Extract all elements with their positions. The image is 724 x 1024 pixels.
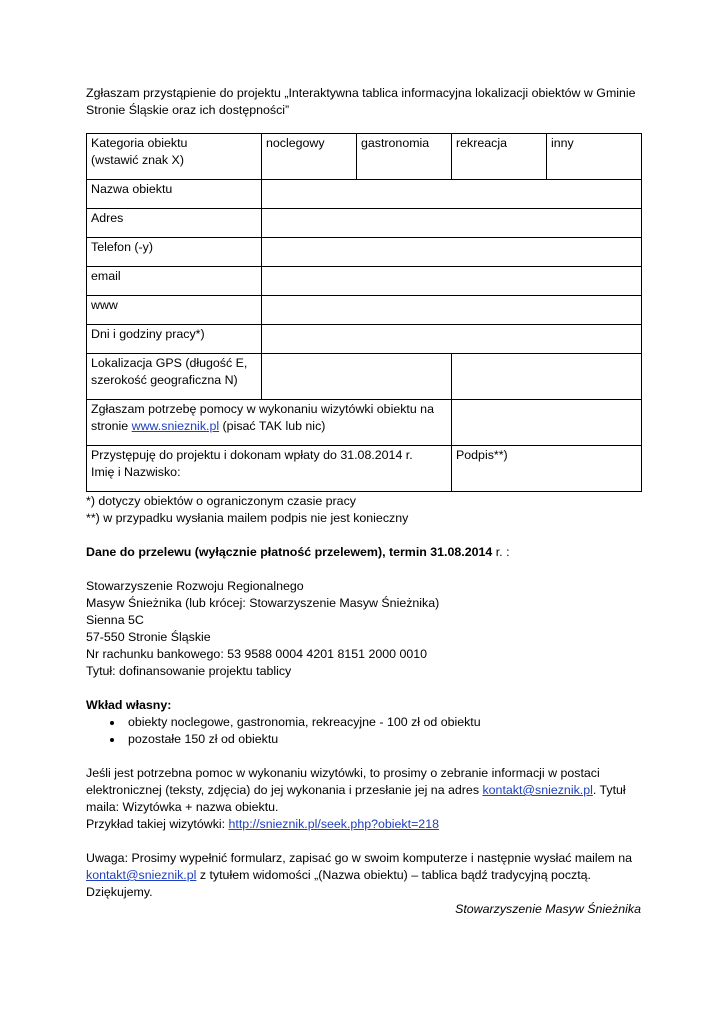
contact-email-link[interactable]: kontakt@snieznik.pl [86, 868, 197, 882]
form-row-email [87, 267, 642, 296]
help-suffix: (pisać TAK lub nic) [219, 419, 326, 433]
join-cell [87, 446, 452, 492]
object-name-field[interactable] [262, 180, 642, 209]
transfer-title: Tytuł: dofinansowanie projektu tablicy [86, 664, 292, 678]
category-option-recreation[interactable]: rekreacja [452, 134, 547, 180]
footnotes [86, 493, 641, 527]
recipient-street: Sienna 5C [86, 613, 144, 627]
contribution-heading: Wkład własny: [86, 698, 172, 712]
signature-cell[interactable]: Podpis**) [452, 446, 642, 492]
transfer-heading-bold: Dane do przelewu (wyłącznie płatność przelewem), termin 31.08.2014 [86, 545, 493, 559]
example-line [86, 816, 641, 833]
help-text-prefix: elektronicznej (teksty, zdjęcia) do jej wykonania i przesłanie jej na adres [86, 783, 483, 797]
gps-label-cont: szerokość geograficzna N) [91, 373, 238, 387]
email-field[interactable] [262, 267, 642, 296]
snieznik-website-link[interactable]: www.snieznik.pl [131, 419, 220, 433]
form-row-name [87, 180, 642, 209]
transfer-details [86, 578, 641, 680]
help-prefix: stronie [91, 419, 132, 433]
form-row-gps [87, 354, 642, 400]
phone-field[interactable] [262, 238, 642, 267]
row-label: Dni i godziny pracy*) [87, 325, 262, 354]
help-label: Zgłaszam potrzebę pomocy w wykonaniu wizytówki obiektu na [91, 402, 434, 416]
gps-longitude-field[interactable] [262, 354, 452, 400]
notice-paragraph [86, 850, 641, 918]
intro-paragraph: Zgłaszam przystąpienie do projektu „Interaktywna tablica informacyjna lokalizacji obiektów w Gminie Stronie Śląskie oraz ich dostępności” [86, 86, 636, 117]
recipient-city: 57-550 Stronie Śląskie [86, 630, 211, 644]
help-label-cont [91, 418, 448, 435]
notice-suffix: z tytułem widomości „(Nazwa obiektu) – tablica bądź tradycyjną pocztą. [196, 868, 591, 882]
row-label: www [87, 296, 262, 325]
recipient-name-cont: Masyw Śnieżnika (lub krócej: Stowarzyszenie Masyw Śnieżnika) [86, 596, 440, 610]
row-label: Telefon (-y) [87, 238, 262, 267]
help-label-cell [87, 400, 452, 446]
full-name-label: Imię i Nazwisko: [91, 465, 181, 479]
form-row-hours [87, 325, 642, 354]
opening-hours-field[interactable] [262, 325, 642, 354]
category-hint: (wstawić znak X) [91, 153, 184, 167]
category-label: Kategoria obiektu [91, 136, 188, 150]
example-prefix: Przykład takiej wizytówki: [86, 817, 229, 831]
join-declaration: Przystępuję do projektu i dokonam wpłaty do 31.08.2014 r. [91, 448, 413, 462]
address-field[interactable] [262, 209, 642, 238]
notice-line: Uwaga: Prosimy wypełnić formularz, zapisać go w swoim komputerze i następnie wysłać mailem na [86, 851, 633, 865]
document-page [86, 85, 641, 918]
form-row-phone [87, 238, 642, 267]
registration-form-table [86, 133, 642, 492]
category-label-cell [87, 134, 262, 180]
row-label: Nazwa obiektu [87, 180, 262, 209]
help-answer-field[interactable] [452, 400, 642, 446]
row-label: email [87, 267, 262, 296]
form-row-join [87, 446, 642, 492]
category-option-gastronomy[interactable]: gastronomia [357, 134, 452, 180]
help-text-line [86, 782, 641, 799]
category-option-other[interactable]: inny [547, 134, 642, 180]
transfer-heading-rest: r. : [492, 545, 510, 559]
www-field[interactable] [262, 296, 642, 325]
category-row [87, 134, 642, 180]
form-row-www [87, 296, 642, 325]
list-item: • pozostałe 150 zł od obiektu [124, 731, 641, 748]
help-text-line: maila: Wizytówka + nazwa obiektu. [86, 800, 279, 814]
help-paragraph [86, 765, 641, 833]
gps-label: Lokalizacja GPS (długość E, [91, 356, 248, 370]
gps-label-cell [87, 354, 262, 400]
gps-latitude-field[interactable] [452, 354, 642, 400]
recipient-name: Stowarzyszenie Rozwoju Regionalnego [86, 579, 304, 593]
help-text-line: Jeśli jest potrzebna pomoc w wykonaniu wizytówki, to prosimy o zebranie informacji w postaci [86, 766, 600, 780]
form-row-help [87, 400, 642, 446]
footnote-hours: *) dotyczy obiektów o ograniczonym czasie pracy [86, 494, 356, 508]
notice-line [86, 867, 641, 884]
form-row-address [87, 209, 642, 238]
list-item: • obiekty noclegowe, gastronomia, rekreacyjne - 100 zł od obiektu [124, 714, 641, 731]
organization-signature: Stowarzyszenie Masyw Śnieżnika [455, 902, 641, 916]
bank-account: Nr rachunku bankowego: 53 9588 0004 4201 8151 2000 0010 [86, 647, 428, 661]
example-card-link[interactable]: http://snieznik.pl/seek.php?obiekt=218 [228, 817, 439, 831]
footnote-signature: **) w przypadku wysłania mailem podpis nie jest konieczny [86, 511, 409, 525]
contact-email-link[interactable]: kontakt@snieznik.pl [482, 783, 593, 797]
category-option-accommodation[interactable]: noclegowy [262, 134, 357, 180]
row-label: Adres [87, 209, 262, 238]
contribution-list [86, 714, 641, 748]
thanks-line: Dziękujemy. [86, 885, 153, 899]
transfer-heading [86, 544, 641, 561]
help-text-suffix: . Tytuł [592, 783, 626, 797]
